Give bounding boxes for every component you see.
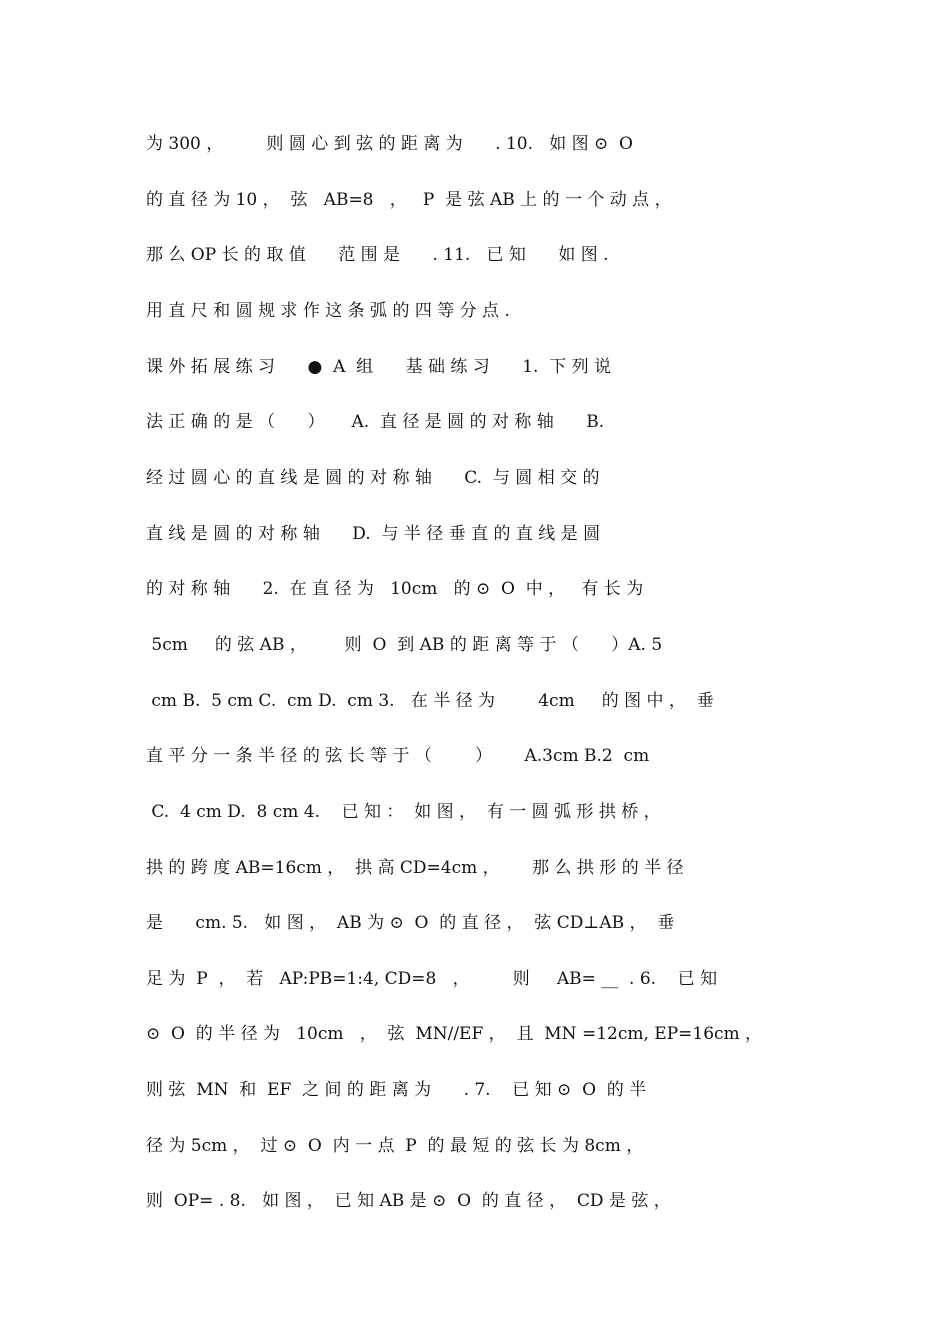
text-line-10: 5cm 的 弦 AB ， 则 O 到 AB 的 距 离 等 于 （ ）A. 5 [146,635,663,655]
text-line-12: 直 平 分 一 条 半 径 的 弦 长 等 于 （ ） A.3cm B.2 cm [146,746,650,766]
text-line-6: 法 正 确 的 是 （ ） A. 直 径 是 圆 的 对 称 轴 B. [146,412,605,432]
text-line-18: 则 弦 MN 和 EF 之 间 的 距 离 为 . 7. 已 知 ⊙ O 的 半 [146,1080,647,1100]
text-line-5: 课 外 拓 展 练 习 ● A 组 基 础 练 习 1. 下 列 说 [146,357,612,377]
text-line-1: 为 300 ， 则 圆 心 到 弦 的 距 离 为 . 10. 如 图 ⊙ O [146,134,633,154]
text-line-11: cm B. 5 cm C. cm D. cm 3. 在 半 径 为 4cm 的 图 中 ， 垂 [146,691,714,711]
text-line-2: 的 直 径 为 10 ， 弦 AB=8 ， P 是 弦 AB 上 的 一 个 动 点 ， [146,190,672,210]
text-line-14: 拱 的 跨 度 AB=16cm ， 拱 高 CD=4cm ， 那 么 拱 形 的 半 径 [146,858,684,878]
text-line-20: 则 OP= . 8. 如 图 ， 已 知 AB 是 ⊙ O 的 直 径 ， CD 是 弦 ， [146,1191,671,1211]
text-line-4: 用 直 尺 和 圆 规 求 作 这 条 弧 的 四 等 分 点 . [146,301,510,321]
text-line-3: 那 么 OP 长 的 取 值 范 围 是 . 11. 已 知 如 图 . [146,245,609,265]
text-line-8: 直 线 是 圆 的 对 称 轴 D. 与 半 径 垂 直 的 直 线 是 圆 [146,524,601,544]
text-line-19: 径 为 5cm ， 过 ⊙ O 内 一 点 P 的 最 短 的 弦 长 为 8cm ， [146,1136,644,1156]
text-line-16: 足 为 P ， 若 AP:PB=1:4, CD=8 ， 则 AB= __ . 6. 已 知 [146,969,718,989]
text-line-9: 的 对 称 轴 2. 在 直 径 为 10cm 的 ⊙ O 中 ， 有 长 为 [146,579,644,599]
text-line-15: 是 cm. 5. 如 图 ， AB 为 ⊙ O 的 直 径 ， 弦 CD⊥AB ， 垂 [146,913,675,933]
text-line-13: C. 4 cm D. 8 cm 4. 已 知 ： 如 图 ， 有 一 圆 弧 形 拱 桥 ， [146,802,661,822]
text-line-7: 经 过 圆 心 的 直 线 是 圆 的 对 称 轴 C. 与 圆 相 交 的 [146,468,600,488]
text-line-17: ⊙ O 的 半 径 为 10cm ， 弦 MN//EF ， 且 MN =12cm, EP=16cm ， [146,1024,763,1044]
